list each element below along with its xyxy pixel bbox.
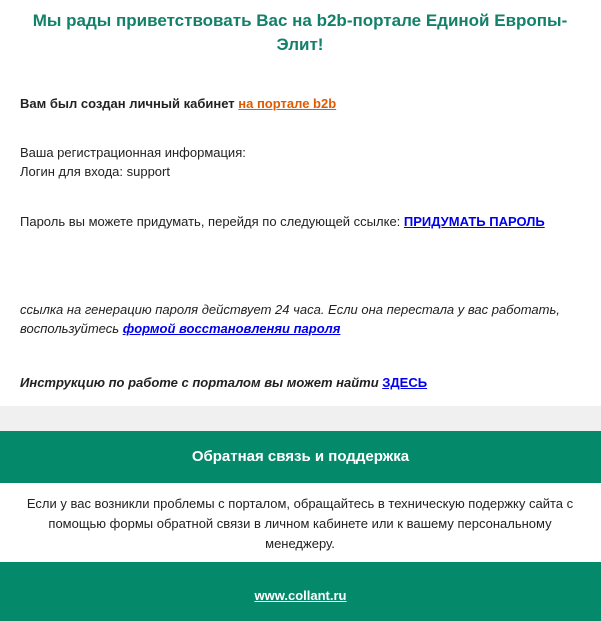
password-recovery-link[interactable]: формой восстановленяи пароля bbox=[122, 321, 341, 336]
portal-link[interactable]: на портале b2b bbox=[238, 96, 337, 111]
cabinet-paragraph bbox=[20, 94, 580, 113]
password-paragraph bbox=[20, 212, 580, 231]
registration-heading: Ваша регистрационная информация: bbox=[20, 145, 246, 160]
cabinet-text: Вам был создан личный кабинет bbox=[20, 96, 239, 111]
website-link[interactable]: www.collant.ru bbox=[254, 588, 347, 603]
notice-text: ссылка на генерацию пароля действует 24 часа. Если она перестала у вас работать, воспользуйтесь bbox=[20, 302, 560, 336]
create-password-link[interactable]: ПРИДУМАТЬ ПАРОЛЬ bbox=[403, 214, 545, 229]
support-text: Если у вас возникли проблемы с порталом, обращайтесь в техническую подержку сайта с помощью формы обратной связи в личном кабинете или к вашему персональному менеджеру. bbox=[26, 496, 574, 551]
instructions-text: Инструкцию по работе с порталом вы может найти bbox=[20, 375, 383, 390]
registration-info bbox=[20, 143, 580, 181]
instructions-link[interactable]: ЗДЕСЬ bbox=[382, 375, 428, 390]
section-divider bbox=[0, 406, 601, 431]
login-line: Логин для входа: support bbox=[20, 164, 170, 179]
support-header: Обратная связь и поддержка bbox=[0, 431, 601, 483]
footer bbox=[0, 562, 601, 621]
instructions-paragraph bbox=[20, 373, 580, 392]
password-notice bbox=[20, 300, 580, 338]
welcome-title: Мы рады приветствовать Вас на b2b-портале Единой Европы-Элит! bbox=[32, 11, 568, 54]
password-text: Пароль вы можете придумать, перейдя по следующей ссылке: bbox=[20, 214, 404, 229]
